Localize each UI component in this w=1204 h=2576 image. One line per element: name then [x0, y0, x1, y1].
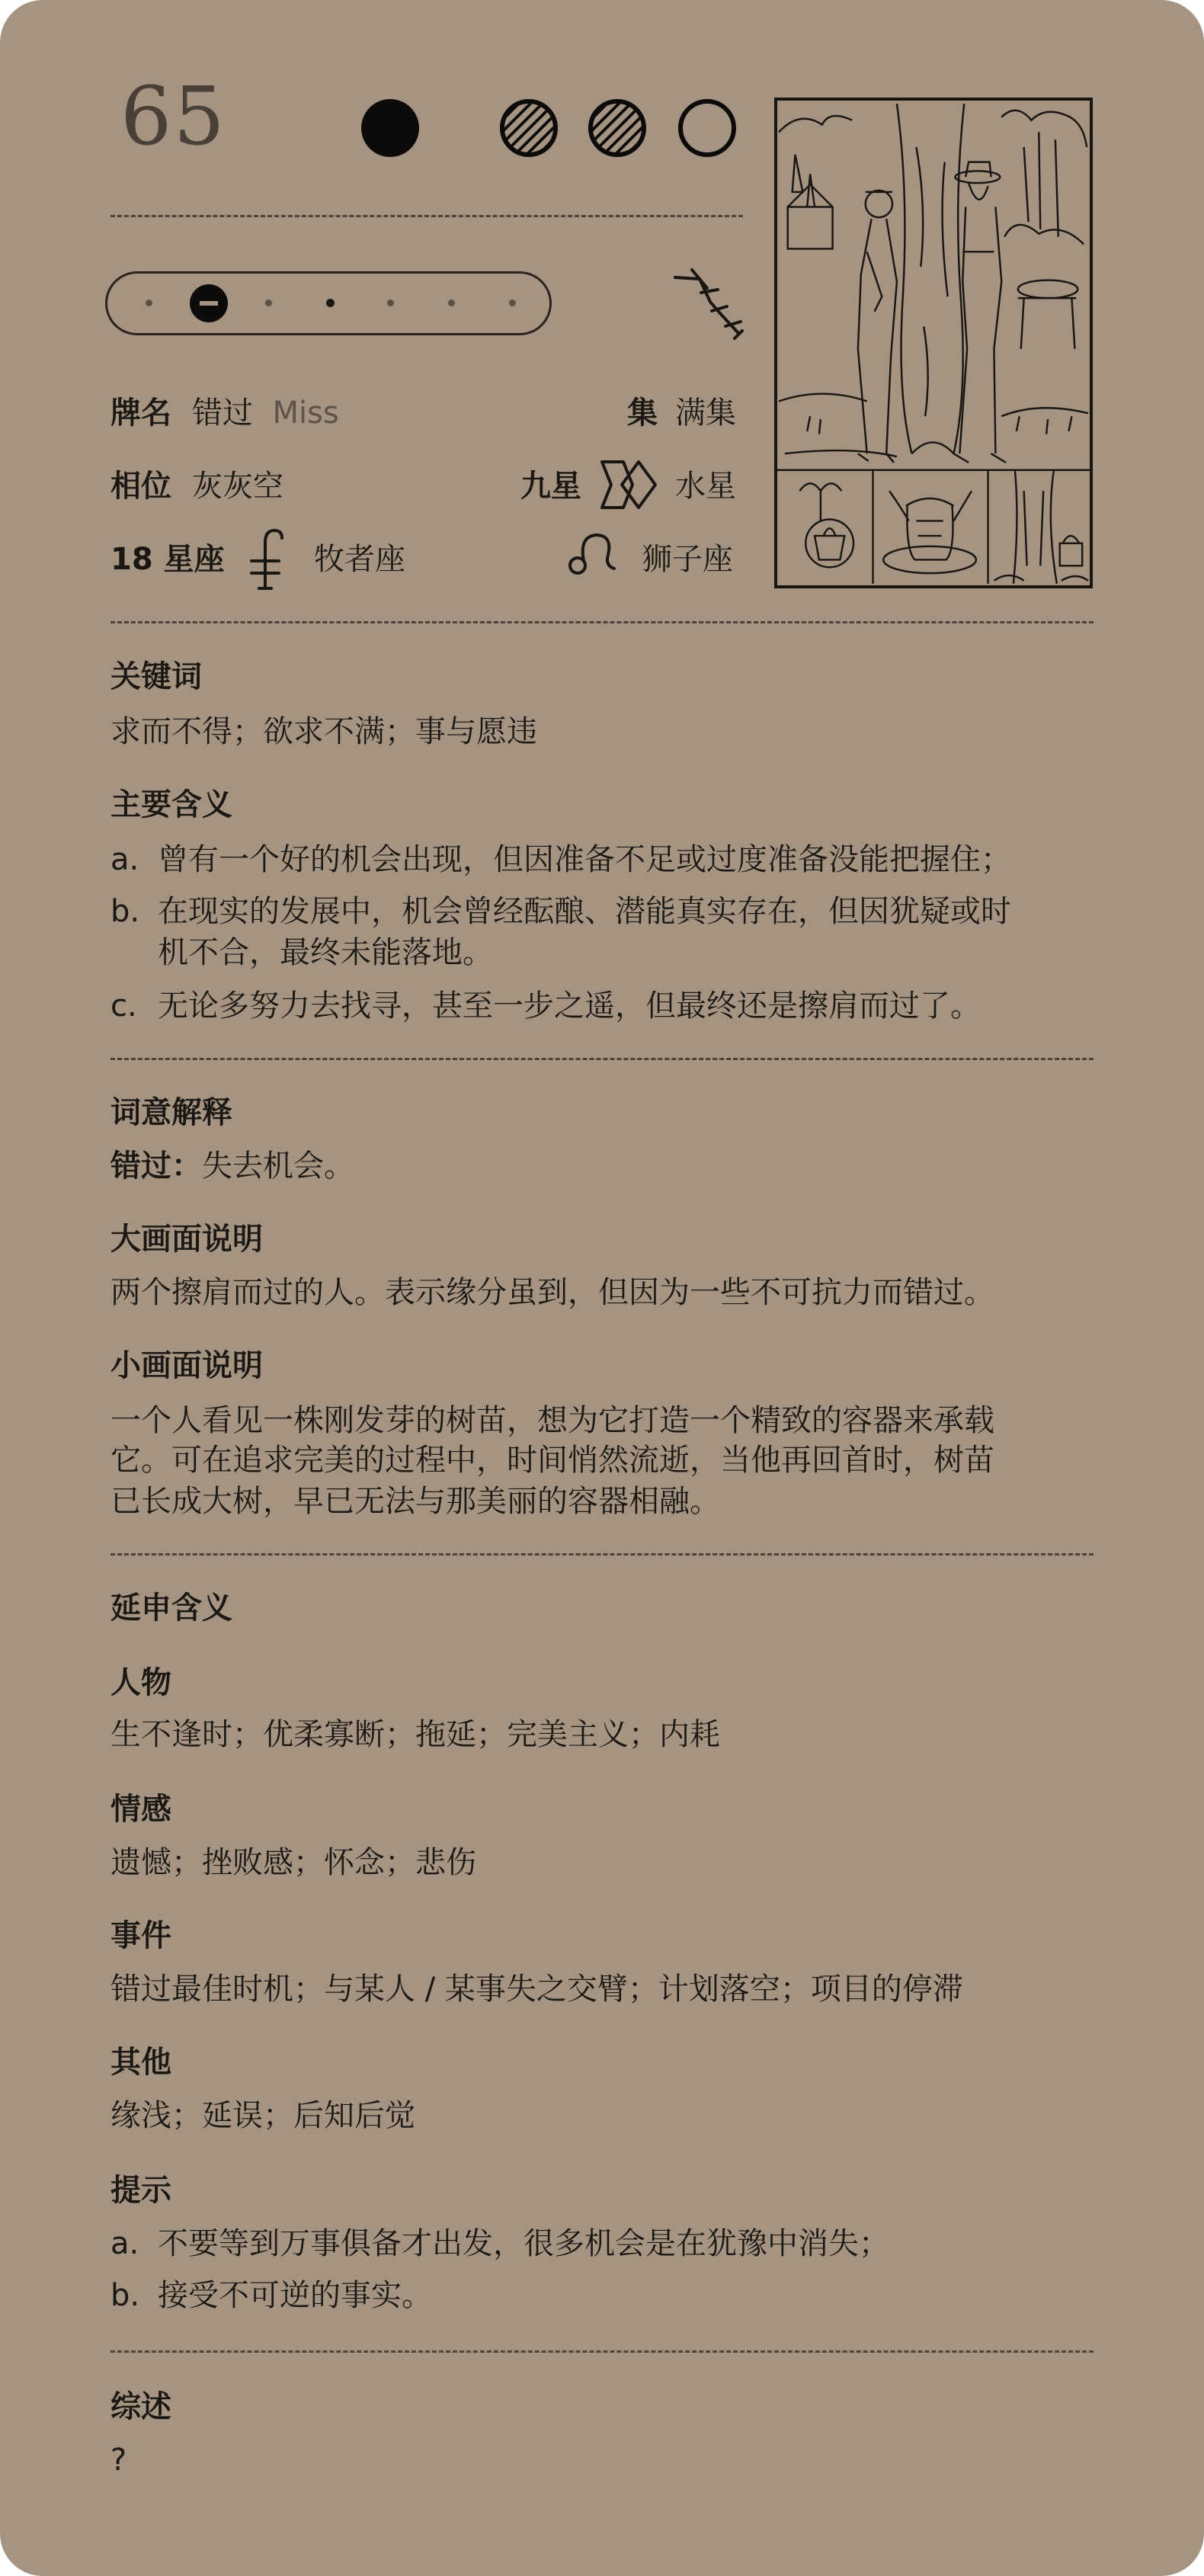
event-text: 错过最佳时机；与某人 / 某事失之交臂；计划落空；项目的停滞: [110, 1972, 963, 2007]
divider: [110, 1058, 1094, 1060]
word-meaning-term: 错过：: [110, 1149, 202, 1184]
sign18-label: 18 星座: [110, 542, 225, 577]
event-title: 事件: [110, 1918, 171, 1953]
list-text: 接受不可逆的事实。: [158, 2278, 432, 2313]
slider-step[interactable]: [326, 299, 335, 307]
small-picture-text-line: 一个人看见一株刚发芽的树苗，想为它打造一个精致的容器来承载: [110, 1403, 994, 1438]
list-text: 无论多努力去找寻，甚至一步之遥，但最终还是擦肩而过了。: [158, 988, 981, 1024]
person-title: 人物: [110, 1665, 171, 1700]
phase-value: 灰灰空: [192, 469, 283, 504]
list-marker: b.: [110, 894, 140, 929]
list-marker: a.: [110, 842, 139, 877]
slider-step[interactable]: [265, 300, 272, 306]
card-number: 65: [120, 69, 226, 163]
other-text: 缘浅；延误；后知后觉: [110, 2098, 415, 2133]
emotion-title: 情感: [110, 1792, 171, 1827]
zodiac-value: 狮子座: [642, 542, 733, 577]
hint-item: [110, 2280, 432, 2311]
empty-circle-icon: [678, 99, 736, 157]
hint-item: [110, 2228, 889, 2259]
small-picture-text-line: 它。可在追求完美的过程中，时间悄然流逝，当他再回首时，树苗: [110, 1443, 994, 1478]
small-picture-text-line: 已长成大树，早已无法与那美丽的容器相融。: [110, 1484, 720, 1519]
card-illustration: [774, 98, 1093, 588]
summary-text: ?: [110, 2443, 127, 2478]
main-meaning-item: [110, 988, 981, 1024]
set-value: 满集: [675, 396, 736, 431]
keywords-title: 关键词: [110, 659, 202, 694]
card-name-value: [192, 396, 339, 431]
shepherd-sign-icon: [248, 526, 283, 591]
hint-title: 提示: [110, 2173, 171, 2208]
other-title: 其他: [110, 2045, 171, 2080]
nine-star-label: 九星: [520, 469, 581, 504]
person-text: 生不逢时；优柔寡断；拖延；完美主义；内耗: [110, 1717, 720, 1752]
slider-step[interactable]: [387, 300, 394, 306]
card-name-cn: 错过: [192, 396, 253, 431]
mercury-symbol-icon: [599, 456, 660, 514]
divider: [110, 1553, 1094, 1556]
list-text-continued: 机不合，最终未能落地。: [158, 935, 493, 970]
leo-symbol-icon: [567, 529, 620, 579]
list-text: 不要等到万事俱备才出发，很多机会是在犹豫中消失；: [158, 2226, 889, 2261]
hatched-circle-icon: [500, 99, 558, 157]
phase-slider[interactable]: [105, 271, 552, 335]
card-name-label: 牌名: [110, 396, 171, 431]
sign18-value: 牧者座: [314, 542, 405, 577]
nine-star-value: 水星: [675, 469, 736, 504]
divider: [110, 2350, 1094, 2353]
word-meaning-definition: 失去机会。: [202, 1149, 354, 1184]
list-marker: c.: [110, 988, 137, 1024]
slider-step[interactable]: [448, 300, 455, 306]
big-picture-text: 两个擦肩而过的人。表示缘分虽到，但因为一些不可抗力而错过。: [110, 1275, 994, 1310]
phase-label: 相位: [110, 469, 171, 504]
list-text: 在现实的发展中，机会曾经酝酿、潜能真实存在，但因犹疑或时: [158, 894, 1011, 929]
extended-meaning-title: 延申含义: [110, 1591, 232, 1626]
main-meaning-title: 主要含义: [110, 787, 232, 822]
main-meaning-item: [110, 844, 1011, 875]
slider-step[interactable]: [146, 300, 152, 306]
big-picture-title: 大画面说明: [110, 1222, 263, 1257]
set-label: 集: [627, 396, 658, 431]
emotion-text: 遗憾；挫败感；怀念；悲伤: [110, 1845, 476, 1880]
hatched-circle-icon: [588, 99, 646, 157]
divider: [110, 215, 743, 217]
small-picture-title: 小画面说明: [110, 1348, 263, 1383]
main-meaning-item: [110, 896, 1011, 927]
list-marker: a.: [110, 2226, 139, 2261]
summary-title: 综述: [110, 2389, 171, 2424]
list-text: 曾有一个好的机会出现，但因准备不足或过度准备没能把握住；: [158, 842, 1011, 877]
keywords-text: 求而不得；欲求不满；事与愿违: [110, 714, 537, 749]
list-marker: b.: [110, 2278, 140, 2313]
card-name-en: Miss: [272, 396, 339, 431]
divider: [110, 621, 1094, 623]
solid-circle-icon: [361, 99, 419, 157]
slider-step[interactable]: [509, 300, 516, 306]
word-meaning-title: 词意解释: [110, 1095, 232, 1130]
slider-current-step[interactable]: [190, 284, 228, 322]
constellation-icon: [671, 267, 747, 343]
word-meaning-text: [110, 1149, 354, 1184]
